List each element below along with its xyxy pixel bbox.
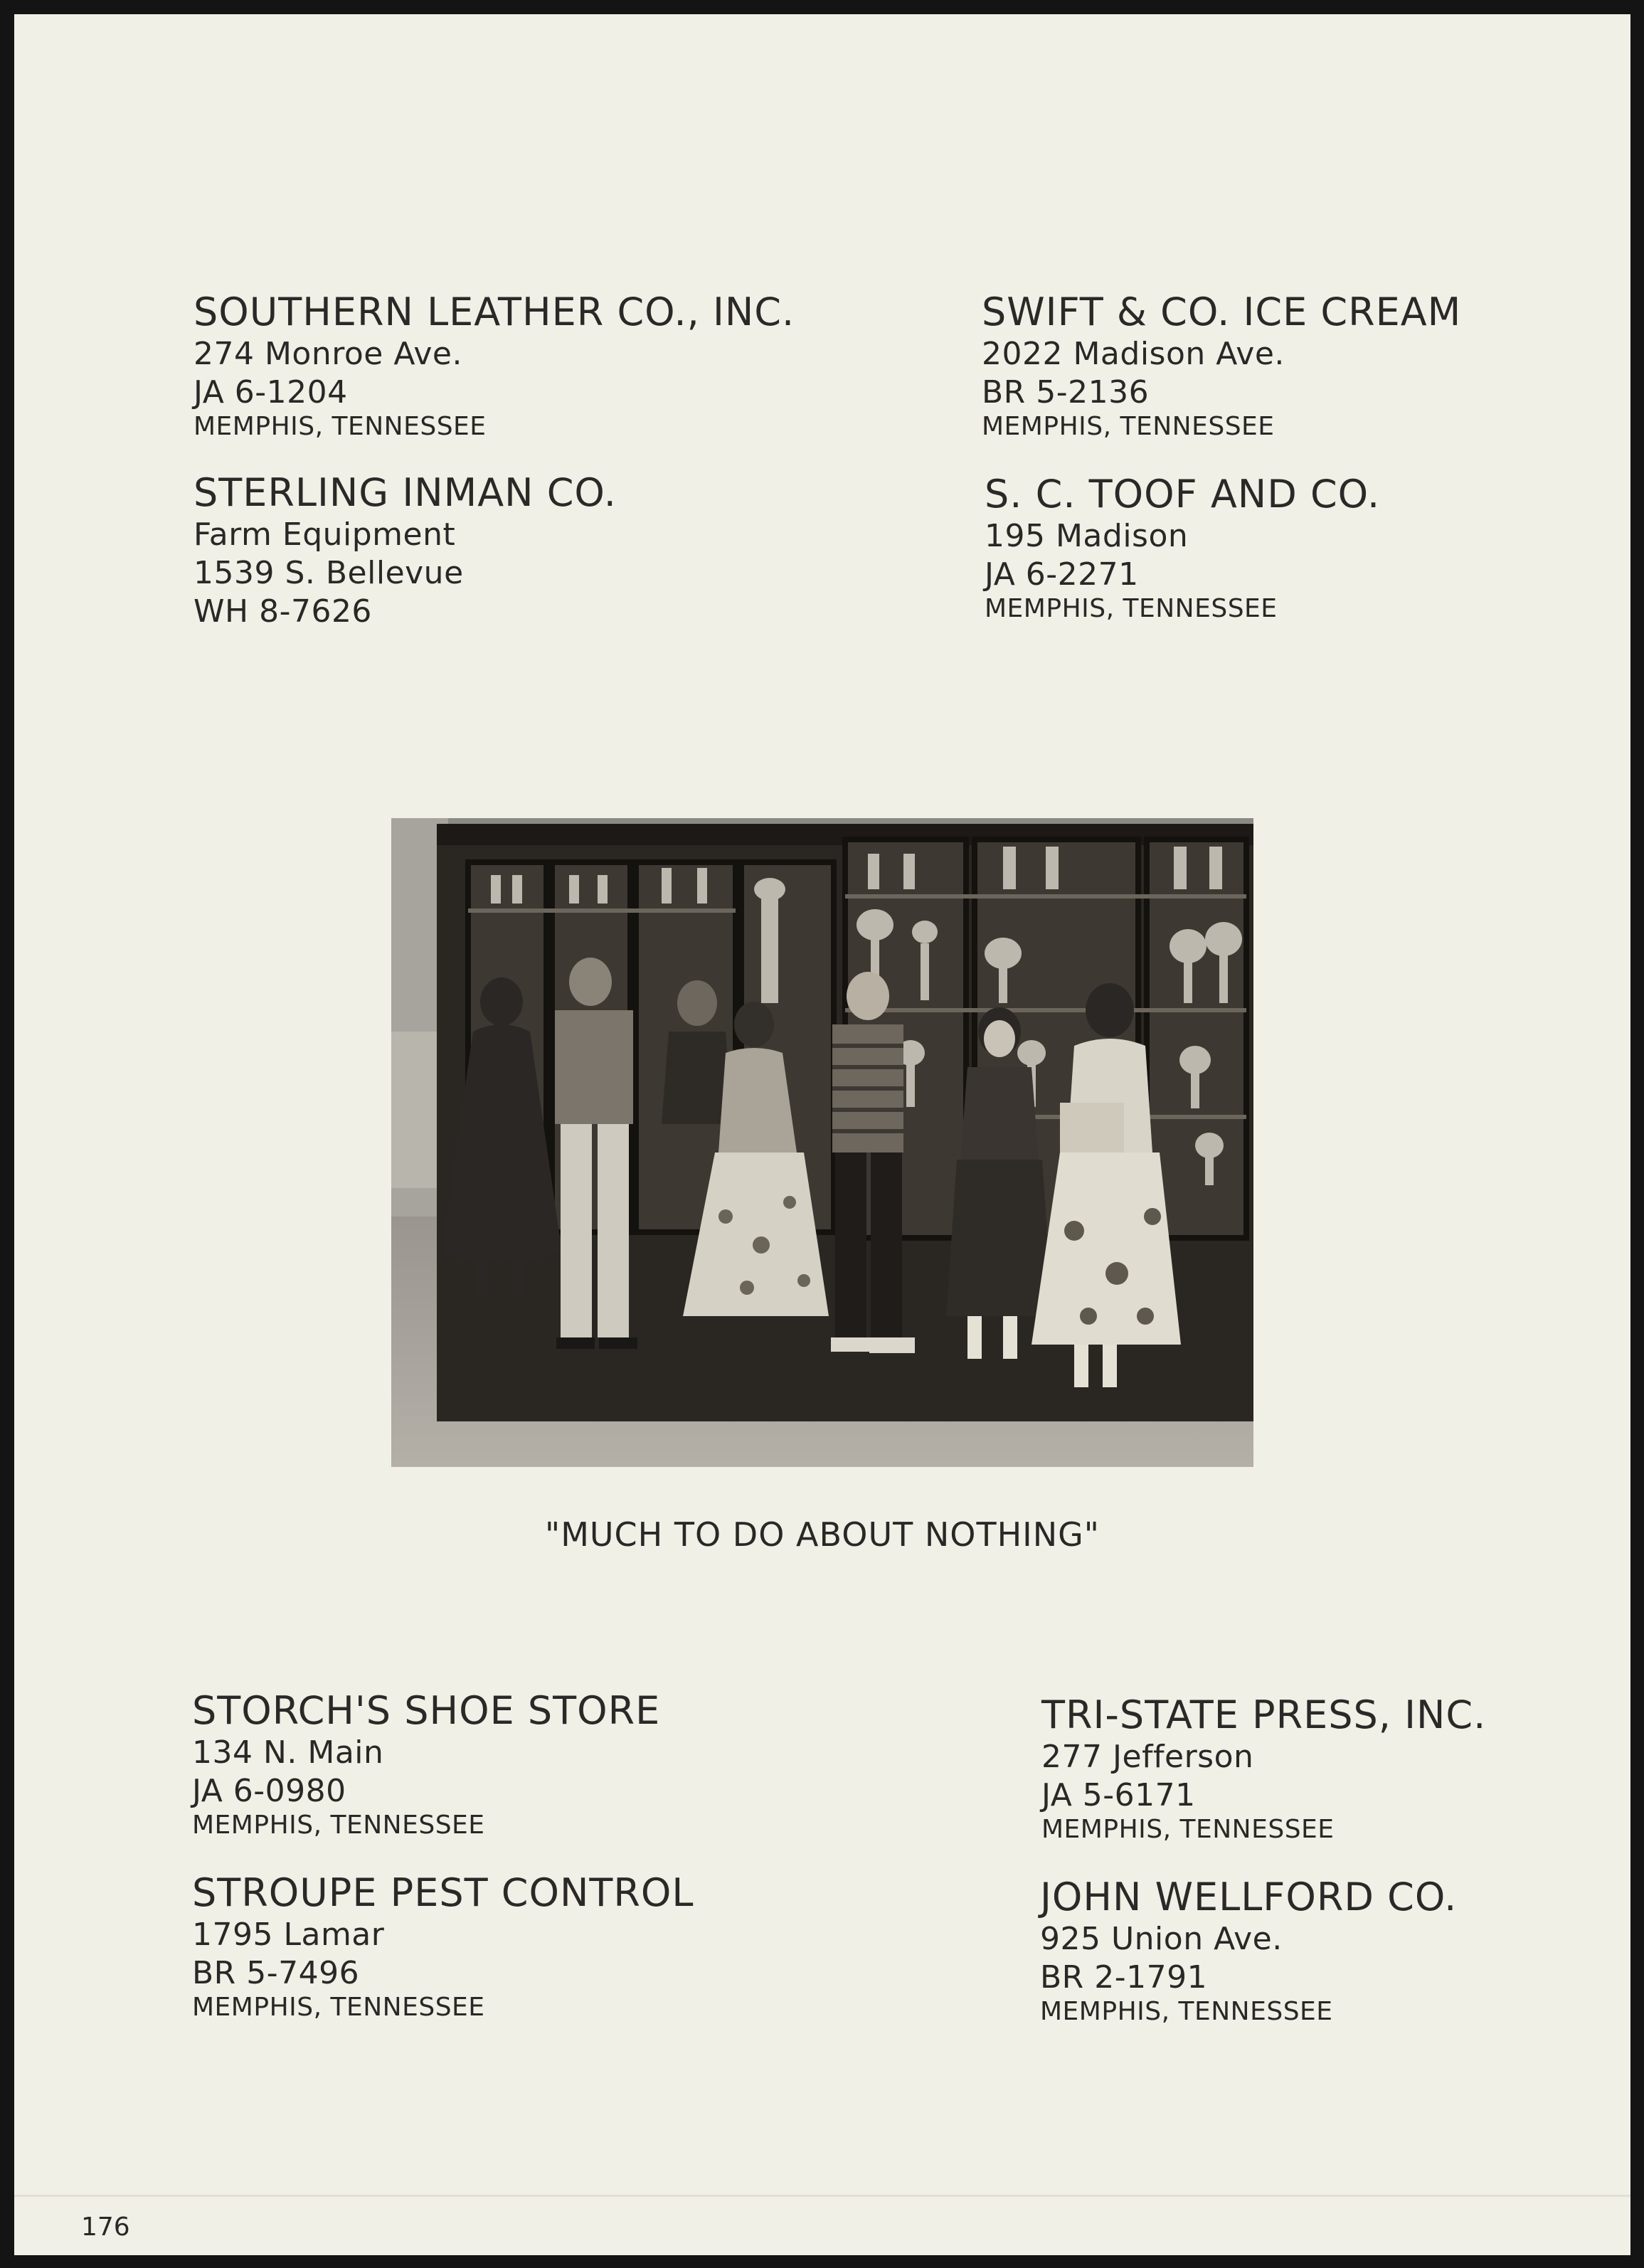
advertiser-sc-toof — [985, 472, 1381, 623]
advertiser-name: STORCH'S SHOE STORE — [192, 1688, 661, 1733]
advertiser-phone: JA 6-0980 — [192, 1773, 346, 1809]
footer-divider — [14, 2195, 1630, 2197]
page-number: 176 — [81, 2213, 130, 2242]
advertiser-city: MEMPHIS, TENNESSEE — [985, 594, 1278, 623]
advertiser-address: 134 N. Main — [192, 1734, 384, 1771]
advertiser-phone: BR 5-7496 — [192, 1955, 360, 1991]
advertiser-city: MEMPHIS, TENNESSEE — [192, 1993, 485, 2022]
advertiser-address: 1539 S. Bellevue — [193, 555, 464, 591]
advertiser-stroupe-pest-control — [192, 1870, 694, 2022]
advertiser-name: TRI-STATE PRESS, INC. — [1041, 1692, 1487, 1737]
advertiser-name: SOUTHERN LEATHER CO., INC. — [193, 290, 795, 334]
advertiser-city: MEMPHIS, TENNESSEE — [193, 412, 487, 441]
advertiser-phone: JA 5-6171 — [1041, 1777, 1196, 1813]
advertiser-tri-state-press — [1041, 1692, 1487, 1844]
advertiser-phone: JA 6-2271 — [985, 556, 1139, 593]
photo-caption: "MUCH TO DO ABOUT NOTHING" — [545, 1515, 1100, 1554]
yearbook-page — [14, 14, 1630, 2255]
advertiser-address: 195 Madison — [985, 518, 1189, 554]
trophy-case-photo — [391, 818, 1253, 1467]
advertiser-swift-ice-cream — [982, 290, 1462, 441]
advertiser-sterling-inman — [193, 470, 617, 630]
advertiser-address: 277 Jefferson — [1041, 1739, 1254, 1775]
advertiser-storchs-shoe-store — [192, 1688, 661, 1840]
advertiser-address: 925 Union Ave. — [1040, 1921, 1283, 1957]
advertiser-john-wellford — [1040, 1875, 1458, 2026]
advertiser-address: 1795 Lamar — [192, 1917, 385, 1953]
advertiser-name: STERLING INMAN CO. — [193, 470, 617, 515]
advertiser-address: 274 Monroe Ave. — [193, 336, 462, 372]
trophy-case-photo-illustration — [391, 818, 1253, 1467]
advertiser-phone: JA 6-1204 — [193, 374, 348, 410]
advertiser-name: SWIFT & CO. ICE CREAM — [982, 290, 1462, 334]
advertiser-phone: BR 2-1791 — [1040, 1959, 1208, 1996]
advertiser-name: S. C. TOOF AND CO. — [985, 472, 1381, 516]
advertiser-address: 2022 Madison Ave. — [982, 336, 1285, 372]
advertiser-phone: BR 5-2136 — [982, 374, 1150, 410]
advertiser-city: MEMPHIS, TENNESSEE — [192, 1811, 485, 1840]
advertiser-name: STROUPE PEST CONTROL — [192, 1870, 694, 1915]
advertiser-description: Farm Equipment — [193, 516, 456, 553]
advertiser-name: JOHN WELLFORD CO. — [1040, 1875, 1458, 1919]
advertiser-city: MEMPHIS, TENNESSEE — [982, 412, 1275, 441]
advertiser-city: MEMPHIS, TENNESSEE — [1041, 1815, 1335, 1844]
advertiser-city: MEMPHIS, TENNESSEE — [1040, 1997, 1333, 2026]
advertiser-southern-leather — [193, 290, 795, 441]
advertiser-phone: WH 8-7626 — [193, 593, 372, 630]
